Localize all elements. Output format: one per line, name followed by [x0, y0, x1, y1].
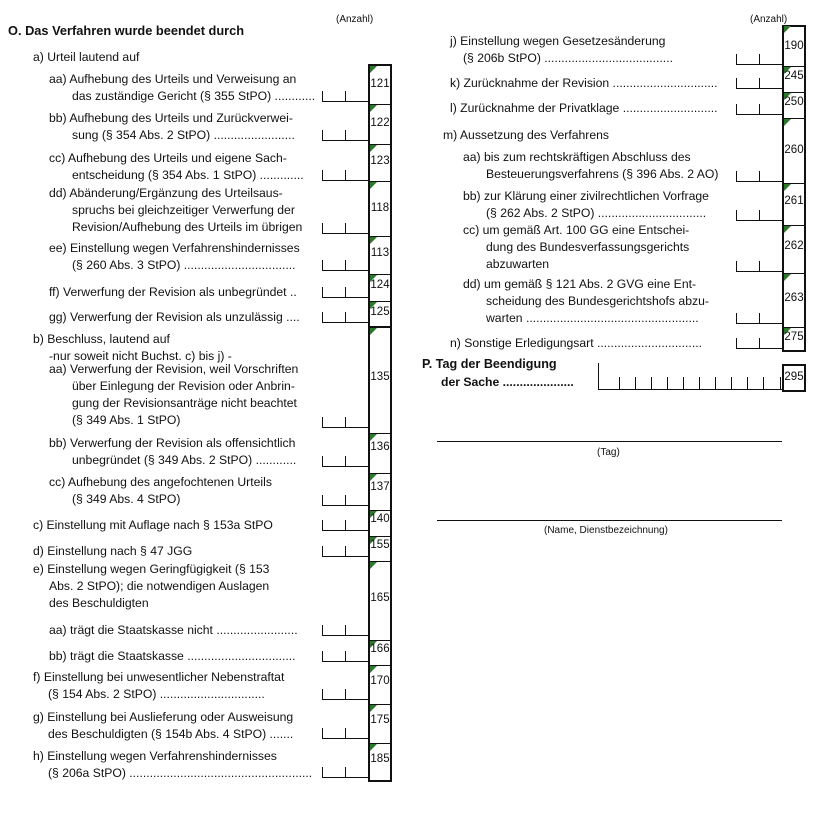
entry-h-baseline[interactable] [322, 777, 368, 778]
tag-signature-line[interactable] [437, 441, 782, 442]
date-entry-tick [651, 377, 652, 389]
entry-k-tick [736, 78, 737, 88]
entry-dd-tick [345, 223, 346, 233]
item-k-line: k) Zurücknahme der Revision ............................... [450, 76, 718, 90]
code-cc: 123 [370, 155, 390, 167]
entry-m-dd-baseline[interactable] [736, 323, 782, 324]
code-gg: 125 [370, 306, 390, 318]
entry-ee-tick [345, 260, 346, 270]
entry-cc-tick [322, 170, 323, 180]
date-entry-tick [763, 377, 764, 389]
item-b-bb-line: unbegründet (§ 349 Abs. 2 StPO) ............ [72, 453, 297, 467]
item-m-dd-line: dd) um gemäß § 121 Abs. 2 GVG eine Ent- [463, 277, 697, 291]
entry-dd-tick [322, 223, 323, 233]
item-f-line: (§ 154 Abs. 2 StPO) ............................... [48, 687, 265, 701]
item-b-aa-line: gung der Revisionsanträge nicht beachtet [72, 396, 297, 410]
entry-c-tick [345, 520, 346, 530]
entry-ff-tick [322, 287, 323, 297]
entry-b-cc-baseline[interactable] [322, 505, 368, 506]
entry-e-aa-tick [322, 625, 323, 635]
entry-k-tick [759, 78, 760, 88]
code-marker-dd [370, 182, 377, 189]
date-entry-tick [619, 377, 620, 389]
item-gg-line: gg) Verwerfung der Revision als unzulässig .... [49, 310, 300, 324]
item-j-line: (§ 206b StPO) ...................................... [463, 51, 673, 65]
item-m-aa-line: Besteuerungsverfahrens (§ 396 Abs. 2 AO) [486, 167, 719, 181]
section-e-label: e) Einstellung wegen Geringfügigkeit (§ 153 [33, 562, 270, 576]
entry-m-bb-tick [736, 210, 737, 220]
item-ee-line: ee) Einstellung wegen Verfahrenshindernisses [49, 241, 300, 255]
code-m-cc: 262 [784, 240, 804, 252]
entry-h-tick [322, 767, 323, 777]
entry-e-bb-baseline[interactable] [322, 661, 368, 662]
code-marker-b-aa [370, 328, 377, 335]
entry-j-tick [736, 54, 737, 64]
name-label: (Name, Dienstbezeichnung) [544, 525, 668, 536]
item-aa-line: aa) Aufhebung des Urteils und Verweisung an [49, 72, 297, 86]
entry-gg-baseline[interactable] [322, 322, 368, 323]
entry-n-baseline[interactable] [736, 348, 782, 349]
date-entry-tick [747, 377, 748, 389]
item-e-bb-line: bb) trägt die Staatskasse ................................ [49, 649, 296, 663]
entry-d-tick [322, 546, 323, 556]
code-ee: 113 [370, 247, 390, 259]
anzahl-label-right: (Anzahl) [750, 14, 788, 25]
code-n: 275 [784, 331, 804, 343]
code-marker-e-aa [370, 562, 377, 569]
section-m-label: m) Aussetzung des Verfahrens [443, 128, 609, 142]
entry-ff-tick [345, 287, 346, 297]
entry-m-bb-baseline[interactable] [736, 220, 782, 221]
entry-cc-tick [345, 170, 346, 180]
item-m-cc-line: dung des Bundesverfassungsgerichts [486, 240, 690, 254]
item-m-bb-line: (§ 262 Abs. 2 StPO) ................................ [486, 206, 707, 220]
code-marker-h [370, 744, 377, 751]
code-marker-m-aa [784, 119, 791, 126]
entry-c-baseline[interactable] [322, 530, 368, 531]
code-j: 190 [784, 40, 804, 52]
code-e-bb: 166 [370, 643, 390, 655]
code-m-bb: 261 [784, 195, 804, 207]
entry-ee-tick [322, 260, 323, 270]
code-marker-ee [370, 237, 377, 244]
entry-g-tick [322, 728, 323, 738]
item-dd-line: Revision/Aufhebung des Urteils im übrigen [72, 220, 303, 234]
date-entry-baseline[interactable] [598, 389, 782, 390]
code-bb: 122 [370, 117, 390, 129]
entry-f-tick [345, 689, 346, 699]
item-b-cc-line: (§ 349 Abs. 4 StPO) [72, 492, 181, 506]
entry-n-tick [736, 338, 737, 348]
entry-aa-tick [322, 91, 323, 101]
code-aa: 121 [370, 78, 390, 90]
code-c: 140 [370, 513, 390, 525]
entry-e-aa-baseline[interactable] [322, 635, 368, 636]
item-dd-line: spruchs bei gleichzeitiger Verwerfung der [72, 203, 295, 217]
section-o-heading: O. Das Verfahren wurde beendet durch [8, 23, 245, 38]
code-e-aa: 165 [370, 592, 390, 604]
item-m-dd-line: scheidung des Bundesgerichtshofs abzu- [486, 294, 709, 308]
item-m-dd-line: warten ................................................... [486, 311, 699, 325]
entry-m-aa-tick [736, 171, 737, 181]
entry-m-dd-tick [759, 313, 760, 323]
code-dd: 118 [370, 202, 390, 214]
entry-bb-tick [345, 130, 346, 140]
code-marker-g [370, 705, 377, 712]
entry-b-aa-tick [345, 417, 346, 427]
entry-l-tick [736, 104, 737, 114]
entry-f-baseline[interactable] [322, 699, 368, 700]
item-g-line: g) Einstellung bei Auslieferung oder Ausweisung [33, 710, 294, 724]
entry-g-baseline[interactable] [322, 738, 368, 739]
section-p-sub [441, 374, 574, 391]
code-b-aa: 135 [370, 371, 390, 383]
item-b-bb-line: bb) Verwerfung der Revision als offensichtlich [49, 436, 296, 450]
entry-m-aa-tick [759, 171, 760, 181]
item-j-line: j) Einstellung wegen Gesetzesänderung [450, 34, 666, 48]
entry-bb-tick [322, 130, 323, 140]
entry-ee-baseline[interactable] [322, 270, 368, 271]
entry-b-bb-tick [322, 456, 323, 466]
item-m-bb-line: bb) zur Klärung einer zivilrechtlichen Vorfrage [463, 189, 709, 203]
item-ee-line: (§ 260 Abs. 3 StPO) ................................. [72, 258, 296, 272]
entry-dd-baseline[interactable] [322, 233, 368, 234]
entry-b-bb-tick [345, 456, 346, 466]
date-entry-tick [635, 377, 636, 389]
entry-e-aa-tick [345, 625, 346, 635]
entry-b-aa-baseline[interactable] [322, 427, 368, 428]
entry-b-aa-tick [322, 417, 323, 427]
code-m-dd: 263 [784, 292, 804, 304]
anzahl-label-left: (Anzahl) [336, 14, 374, 25]
code-marker-f [370, 666, 377, 673]
date-entry-tick [699, 377, 700, 389]
item-bb-line: bb) Aufhebung des Urteils und Zurückverwei- [49, 111, 293, 125]
item-m-aa-line: aa) bis zum rechtskräftigen Abschluss des [463, 150, 691, 164]
entry-m-bb-tick [759, 210, 760, 220]
code-g: 175 [370, 714, 390, 726]
section-p-sub-text: der Sache ..................... [441, 375, 574, 389]
entry-h-tick [345, 767, 346, 777]
tag-label: (Tag) [597, 447, 620, 458]
entry-ff-baseline[interactable] [322, 297, 368, 298]
entry-e-bb-tick [345, 651, 346, 661]
item-bb-line: sung (§ 354 Abs. 2 StPO) ........................ [72, 128, 295, 142]
entry-j-tick [759, 54, 760, 64]
item-d-line: d) Einstellung nach § 47 JGG [33, 544, 193, 558]
entry-b-cc-tick [345, 495, 346, 505]
item-m-cc-line: cc) um gemäß Art. 100 GG eine Entschei- [463, 223, 690, 237]
entry-bb-baseline[interactable] [322, 140, 368, 141]
entry-cc-baseline[interactable] [322, 180, 368, 181]
item-aa-line: das zuständige Gericht (§ 355 StPO) ............ [72, 89, 316, 103]
entry-aa-tick [345, 91, 346, 101]
date-entry-tick [780, 377, 781, 389]
section-a-label: a) Urteil lautend auf [33, 50, 140, 64]
code-ff: 124 [370, 279, 390, 291]
item-dd-line: dd) Abänderung/Ergänzung des Urteilsaus- [49, 186, 283, 200]
code-marker-b-cc [370, 474, 377, 481]
entry-aa-baseline[interactable] [322, 101, 368, 102]
code-marker-m-bb [784, 184, 791, 191]
item-n-line: n) Sonstige Erledigungsart ............................... [450, 336, 702, 350]
code-d: 155 [370, 539, 390, 551]
entry-d-baseline[interactable] [322, 556, 368, 557]
item-b-aa-line: über Einlegung der Revision oder Anbrin- [72, 379, 295, 393]
code-marker-b-bb [370, 434, 377, 441]
code-l: 250 [784, 96, 804, 108]
code-p: 295 [784, 371, 804, 383]
item-m-cc-line: abzuwarten [486, 257, 550, 271]
entry-m-aa-baseline[interactable] [736, 181, 782, 182]
date-entry-tick [731, 377, 732, 389]
section-b-note: -nur soweit nicht Buchst. c) bis j) - [49, 349, 232, 363]
code-marker-j [784, 26, 791, 33]
item-l-line: l) Zurücknahme der Privatklage ............................ [450, 101, 718, 115]
item-ff-line: ff) Verwerfung der Revision als unbegründet .. [49, 285, 297, 299]
entry-l-tick [759, 104, 760, 114]
item-g-line: des Beschuldigten (§ 154b Abs. 4 StPO) ....... [48, 727, 294, 741]
section-e-label: des Beschuldigten [49, 596, 149, 610]
code-b-bb: 136 [370, 441, 390, 453]
date-entry-tick [598, 363, 599, 389]
entry-m-cc-tick [736, 261, 737, 271]
section-p-heading: P. Tag der Beendigung [422, 357, 557, 371]
entry-b-bb-baseline[interactable] [322, 466, 368, 467]
code-marker-cc [370, 145, 377, 152]
entry-l-baseline[interactable] [736, 114, 782, 115]
item-b-cc-line: cc) Aufhebung des angefochtenen Urteils [49, 475, 272, 489]
entry-f-tick [322, 689, 323, 699]
code-h: 185 [370, 753, 390, 765]
entry-gg-tick [345, 312, 346, 322]
entry-e-bb-tick [322, 651, 323, 661]
code-marker-m-dd [784, 274, 791, 281]
item-e-aa-line: aa) trägt die Staatskasse nicht ........................ [49, 623, 298, 637]
date-entry-tick [715, 377, 716, 389]
name-signature-line[interactable] [437, 520, 782, 521]
entry-m-cc-baseline[interactable] [736, 271, 782, 272]
entry-j-baseline[interactable] [736, 64, 782, 65]
code-marker-aa [370, 66, 377, 73]
item-cc-line: cc) Aufhebung des Urteils und eigene Sach- [49, 151, 287, 165]
entry-b-cc-tick [322, 495, 323, 505]
section-e-label: Abs. 2 StPO); die notwendigen Auslagen [49, 579, 270, 593]
code-k: 245 [784, 70, 804, 82]
item-h-line: (§ 206a StPO) ...................................................... [48, 766, 313, 780]
date-entry-tick [683, 377, 684, 389]
code-f: 170 [370, 675, 390, 687]
code-marker-m-cc [784, 226, 791, 233]
entry-d-tick [345, 546, 346, 556]
item-f-line: f) Einstellung bei unwesentlicher Nebenstraftat [33, 670, 285, 684]
entry-k-baseline[interactable] [736, 88, 782, 89]
code-marker-bb [370, 105, 377, 112]
section-b-label: b) Beschluss, lautend auf [33, 332, 170, 346]
item-c-line: c) Einstellung mit Auflage nach § 153a StPO [33, 518, 273, 532]
item-h-line: h) Einstellung wegen Verfahrenshindernisses [33, 749, 277, 763]
code-m-aa: 260 [784, 144, 804, 156]
entry-m-cc-tick [759, 261, 760, 271]
code-b-cc: 137 [370, 481, 390, 493]
entry-g-tick [345, 728, 346, 738]
item-b-aa-line: aa) Verwerfung der Revision, weil Vorschriften [49, 362, 299, 376]
entry-n-tick [759, 338, 760, 348]
item-b-aa-line: (§ 349 Abs. 1 StPO) [72, 413, 181, 427]
entry-gg-tick [322, 312, 323, 322]
entry-m-dd-tick [736, 313, 737, 323]
date-entry-tick [667, 377, 668, 389]
entry-c-tick [322, 520, 323, 530]
item-cc-line: entscheidung (§ 354 Abs. 1 StPO) ............. [72, 168, 304, 182]
